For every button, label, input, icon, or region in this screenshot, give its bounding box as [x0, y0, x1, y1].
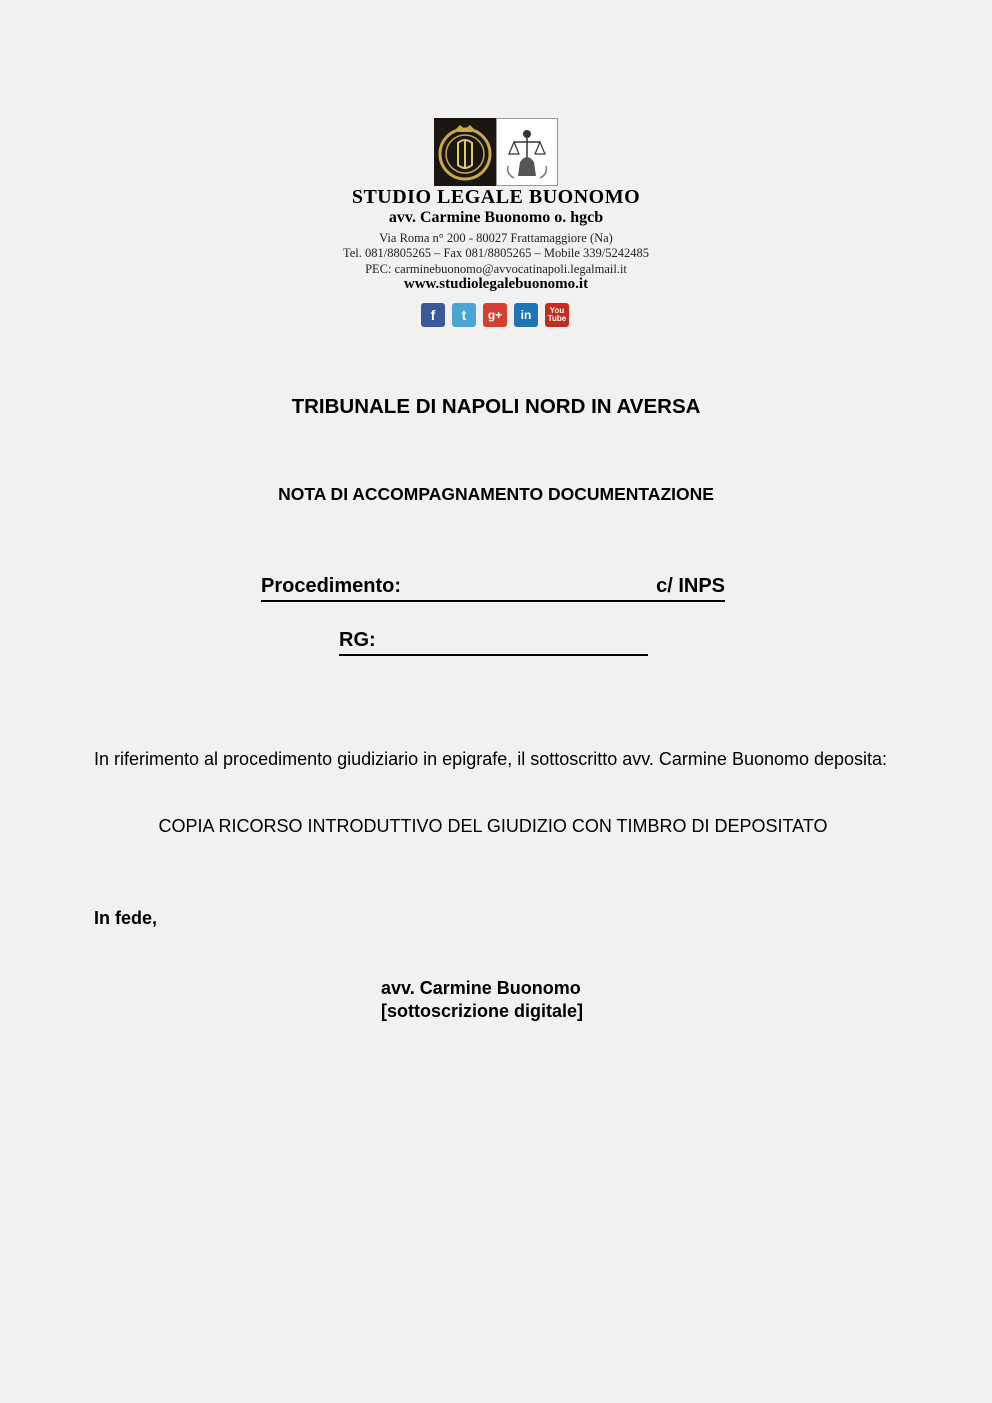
procedimento-line [261, 575, 725, 602]
studio-phones: Tel. 081/8805265 – Fax 081/8805265 – Mobile 339/5242485 [342, 246, 650, 260]
body-paragraph: In riferimento al procedimento giudiziario in epigrafe, il sottoscritto avv. Carmine Buonomo deposita: [94, 749, 888, 769]
youtube-icon[interactable] [545, 303, 569, 327]
justice-scales-logo [496, 118, 558, 186]
studio-name: STUDIO LEGALE BUONOMO [351, 186, 641, 208]
signature-note: [sottoscrizione digitale] [381, 1001, 584, 1021]
studio-pec: PEC: carminebuonomo@avvocatinapoli.legalmail.it [365, 262, 627, 276]
procedimento-counterparty: c/ INPS [656, 575, 725, 597]
letterhead-logo [434, 118, 558, 186]
document-subject: NOTA DI ACCOMPAGNAMENTO DOCUMENTAZIONE [278, 484, 714, 504]
deposited-item: COPIA RICORSO INTRODUTTIVO DEL GIUDIZIO CON TIMBRO DI DEPOSITATO [158, 816, 828, 836]
studio-seal-logo [434, 118, 496, 186]
closing-line: In fede, [94, 908, 158, 928]
court-heading: TRIBUNALE DI NAPOLI NORD IN AVERSA [291, 395, 701, 418]
signature-block [381, 977, 583, 1023]
youtube-icon-top-text: You [549, 306, 565, 315]
youtube-icon-bottom-text: Tube [547, 314, 567, 323]
studio-website-link[interactable]: www.studiolegalebuonomo.it [403, 276, 589, 292]
google-plus-icon[interactable]: g+ [483, 303, 507, 327]
twitter-icon[interactable]: t [452, 303, 476, 327]
social-icons [421, 303, 569, 327]
procedimento-label: Procedimento: [261, 575, 402, 597]
rg-label: RG: [339, 629, 376, 651]
lawyer-name: avv. Carmine Buonomo o. hgcb [388, 209, 604, 226]
rg-line [339, 629, 648, 656]
signer-name: avv. Carmine Buonomo [381, 978, 581, 998]
facebook-icon[interactable]: f [421, 303, 445, 327]
studio-address: Via Roma n° 200 - 80027 Frattamaggiore (Na) [379, 231, 613, 245]
linkedin-icon[interactable]: in [514, 303, 538, 327]
